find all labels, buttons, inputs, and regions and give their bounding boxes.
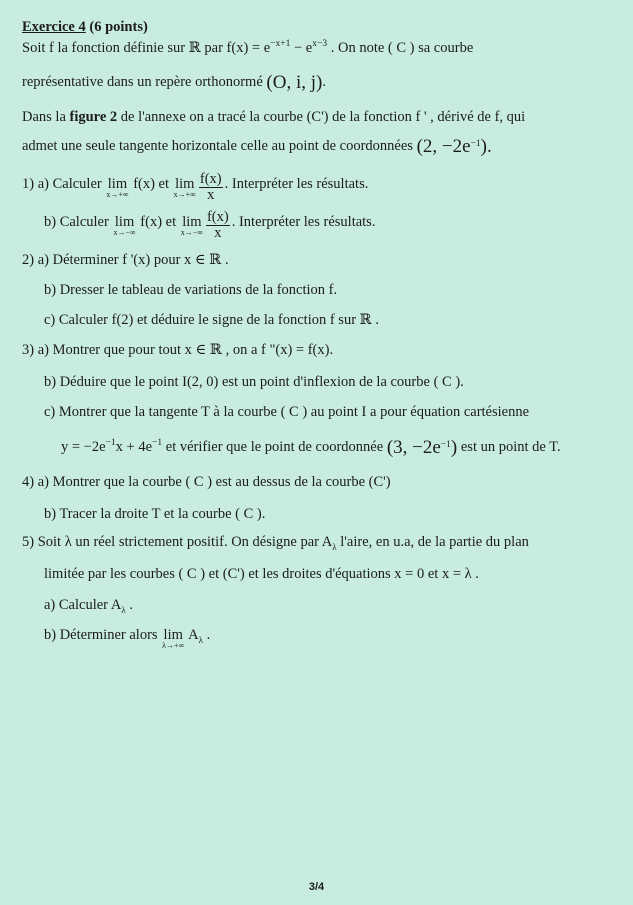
intro-text-4: . <box>322 74 326 90</box>
fraction-fx-over-x <box>199 172 223 203</box>
tangent-eq-suffix: est un point de T. <box>457 439 561 455</box>
lim-sub: x→+∞ <box>106 190 129 199</box>
limit-1a-fx <box>106 178 128 199</box>
lim-sub: λ→+∞ <box>162 641 185 650</box>
tangent-point-a: (2, −2e <box>416 136 471 157</box>
question-1a <box>22 172 633 203</box>
question-5-line-1 <box>22 533 633 556</box>
q5b-prefix: b) Déterminer alors <box>44 627 162 643</box>
tangent-equation-line <box>61 438 633 456</box>
lim-label: lim <box>114 214 135 230</box>
fraction-denominator: x <box>214 225 222 241</box>
question-5b <box>44 626 633 650</box>
tangent-eq-text: et vérifier que le point de coordonnée <box>162 439 387 455</box>
q5-text-2: l'aire, en u.a, de la partie du plan <box>336 534 529 550</box>
exercise-title-label: Exercice 4 <box>22 19 86 35</box>
question-2b: b) Dresser le tableau de variations de la fonction f. <box>44 282 338 298</box>
limit-1b-fx <box>113 216 135 237</box>
q5-sub-1: λ <box>332 541 337 552</box>
annex-text-3: admet une seule tangente horizontale celle au point de coordonnées <box>22 138 417 154</box>
lim-sub: x→+∞ <box>173 190 196 199</box>
lim-label: lim <box>175 176 195 192</box>
lim-label: lim <box>182 214 202 230</box>
func-base: f(x) = e <box>226 40 271 56</box>
q5-text-1: 5) Soit λ un réel strictement positif. On désigne par A <box>22 534 333 550</box>
function-definition <box>227 40 328 56</box>
exercise-title <box>22 18 633 36</box>
intro-text-2: . On note ( C ) sa courbe <box>327 40 474 56</box>
limit-1a-ratio <box>174 178 196 199</box>
q5a-sub: λ <box>121 604 126 615</box>
lim-sub: x→−∞ <box>113 228 136 237</box>
q5a-prefix: a) Calculer A <box>44 597 122 613</box>
lim-sub: x→−∞ <box>180 228 203 237</box>
question-5-line-2: limitée par les courbes ( C ) et (C') et les droites d'équations x = 0 et x = λ . <box>44 566 479 582</box>
q5b-suffix: . <box>202 627 211 643</box>
q1a-suffix: . Interpréter les résultats. <box>224 176 369 192</box>
tangent-point-exp: −1 <box>470 139 481 149</box>
annex-text-2: de l'annexe on a tracé la courbe (C') de la fonction f ' , dérivé de f, qui <box>117 109 526 125</box>
exercise-points: (6 points) <box>85 19 148 35</box>
figure-reference: figure 2 <box>69 109 118 125</box>
intro-text-3: représentative dans un repère orthonormé <box>22 74 267 90</box>
point-on-tangent <box>387 437 457 458</box>
limit-5b <box>162 629 184 650</box>
q5b-area: A <box>185 627 199 643</box>
tangent-point-b: ). <box>480 136 492 157</box>
question-4b: b) Tracer la droite T et la courbe ( C ). <box>44 506 266 522</box>
annex-line-1 <box>22 108 633 126</box>
annex-line-2 <box>22 137 633 155</box>
q1b-fx: f(x) et <box>136 214 180 230</box>
fraction-numerator: f(x) <box>206 209 229 225</box>
q1b-prefix: b) Calculer <box>44 214 113 230</box>
annex-text-1: Dans la <box>22 109 70 125</box>
question-1b <box>44 210 633 241</box>
question-3a: 3) a) Montrer que pour tout x ∈ ℝ , on a f "(x) = f(x). <box>22 342 334 358</box>
question-3c: c) Montrer que la tangente T à la courbe ( C ) au point I a pour équation cartésienne <box>44 404 530 420</box>
intro-line-2 <box>22 73 633 91</box>
q1a-fx: f(x) et <box>129 176 173 192</box>
tangent-eq-exp-1: −1 <box>105 438 116 448</box>
lim-label: lim <box>163 627 183 643</box>
q1a-prefix: 1) a) Calculer <box>22 176 106 192</box>
fraction-denominator: x <box>207 187 215 203</box>
tangent-eq-exp-2: −1 <box>152 438 163 448</box>
question-3b: b) Déduire que le point I(2, 0) est un point d'inflexion de la courbe ( C ). <box>44 374 464 390</box>
func-minus: − e <box>290 40 313 56</box>
tangent-point <box>417 136 492 157</box>
func-exp-1: −x+1 <box>270 39 291 49</box>
repere-notation: (O, i, j) <box>266 72 323 93</box>
tangent-eq-part-2: x + 4e <box>115 439 153 455</box>
question-2a: 2) a) Déterminer f '(x) pour x ∈ ℝ . <box>22 252 229 268</box>
question-4a: 4) a) Montrer que la courbe ( C ) est au dessus de la courbe (C') <box>22 474 391 490</box>
q5a-suffix: . <box>125 597 133 613</box>
q1b-suffix: . Interpréter les résultats. <box>231 214 376 230</box>
question-5a <box>44 596 633 619</box>
fraction-fx-over-x <box>206 210 230 241</box>
intro-line-1 <box>22 39 633 57</box>
point-on-tangent-b: ) <box>450 437 458 458</box>
fraction-numerator: f(x) <box>199 171 222 187</box>
tangent-eq-part-1: y = −2e <box>61 439 106 455</box>
func-exp-2: x−3 <box>312 39 328 49</box>
point-on-tangent-exp: −1 <box>440 440 451 450</box>
intro-text-1: Soit f la fonction définie sur ℝ par <box>22 40 227 56</box>
q5b-area-sub: λ <box>198 634 203 645</box>
lim-label: lim <box>107 176 128 192</box>
page-number: 3/4 <box>308 881 325 893</box>
point-on-tangent-a: (3, −2e <box>386 437 441 458</box>
question-2c: c) Calculer f(2) et déduire le signe de la fonction f sur ℝ . <box>44 312 379 328</box>
limit-1b-ratio <box>181 216 203 237</box>
